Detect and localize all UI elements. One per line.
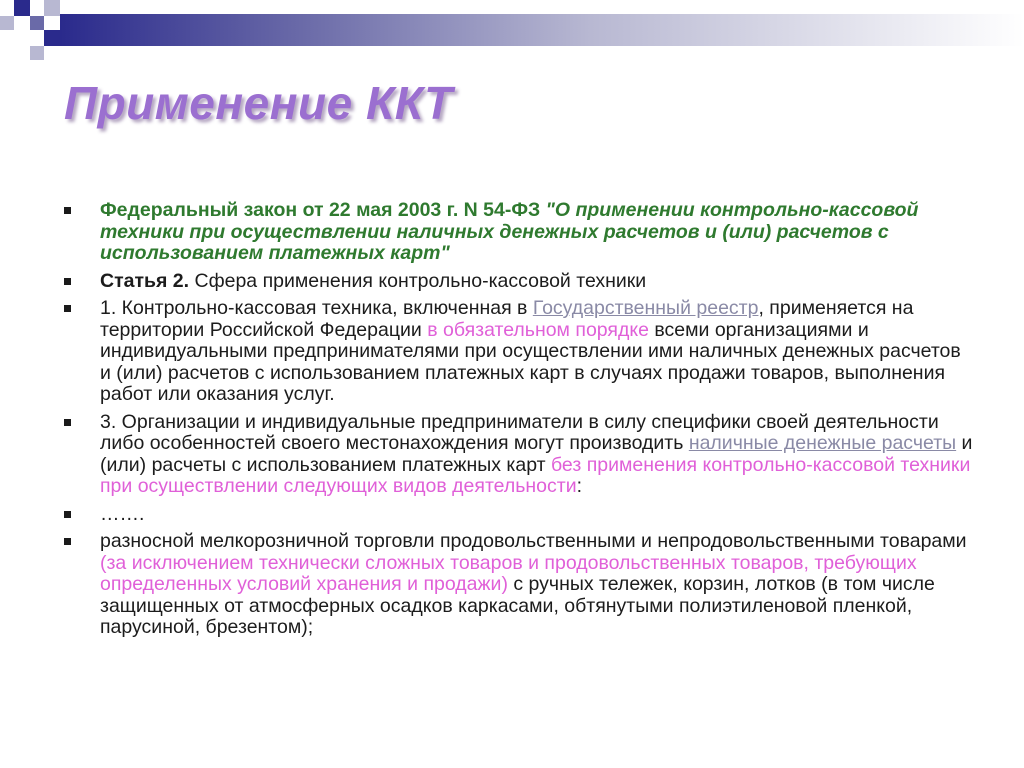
bullet-icon <box>64 278 71 285</box>
page-title: Применение ККТ <box>64 77 453 129</box>
paragraph-text: 1. Контрольно-кассовая техника, включенная в <box>100 297 533 319</box>
header-square <box>44 0 60 16</box>
paragraph-text: разносной мелкорозничной торговли продовольственными и непродовольственными товарами <box>100 530 967 552</box>
bullet-icon <box>64 419 71 426</box>
paragraph-text: с ручных тележек, корзин, лотков (в том числе защищенных от атмосферных осадков каркасами, обтянутыми полиэтиленовой пленкой, парусиной, брезентом); <box>100 573 935 638</box>
bullet-icon <box>64 511 71 518</box>
content-list <box>64 200 974 645</box>
header-square <box>0 16 14 30</box>
paragraph-text: и (или) расчеты с использованием платежных карт <box>100 432 973 476</box>
highlighted-text: (за исключением технически сложных товаров и продовольственных товаров, требующих определенных условий хранения и продажи) <box>100 551 917 595</box>
paragraph-text: всеми организациями и индивидуальными предпринимателями при осуществлении ими наличных денежных расчетов и (или) расчетов с использованием платежных карт в случаях продажи товаров, выполнения работ или оказания услуг. <box>100 318 961 405</box>
list-item <box>64 200 974 265</box>
law-title: "О применении контрольно-кассовой техники при осуществлении наличных денежных расчетов и (или) расчетов с использованием платежных карт" <box>100 199 919 264</box>
header-gradient-bar <box>60 14 1024 46</box>
bullet-icon <box>64 305 71 312</box>
state-registry-link[interactable]: Государственный реестр <box>532 297 759 319</box>
list-item <box>64 412 974 498</box>
highlighted-text: без применения контрольно-кассовой техники при осуществлении следующих видов деятельности <box>100 453 971 497</box>
header-square <box>44 30 60 46</box>
bullet-icon <box>64 207 71 214</box>
highlighted-text: в обязательном порядке <box>427 318 649 341</box>
header-square <box>30 16 44 30</box>
list-item <box>64 504 974 526</box>
article-text: Сфера применения контрольно-кассовой техники <box>189 269 647 292</box>
paragraph-text: : <box>576 475 583 497</box>
law-reference: Федеральный закон от 22 мая 2003 г. N 54-ФЗ <box>100 199 546 221</box>
paragraph-text: 3. Организации и индивидуальные предприниматели в силу специфики своей деятельности либо особенностей своего местонахождения могут производить <box>100 410 939 454</box>
list-item <box>64 298 974 406</box>
list-item <box>64 531 974 639</box>
ellipsis-text: ……. <box>100 502 145 525</box>
header-square <box>30 46 44 60</box>
header-square <box>14 0 30 16</box>
cash-settlements-link[interactable]: наличные денежные расчеты <box>688 432 957 454</box>
list-item <box>64 271 974 293</box>
bullet-icon <box>64 538 71 545</box>
paragraph-text: , применяется на территории Российской Федерации <box>100 297 914 341</box>
article-label: Статья 2. <box>100 269 190 292</box>
